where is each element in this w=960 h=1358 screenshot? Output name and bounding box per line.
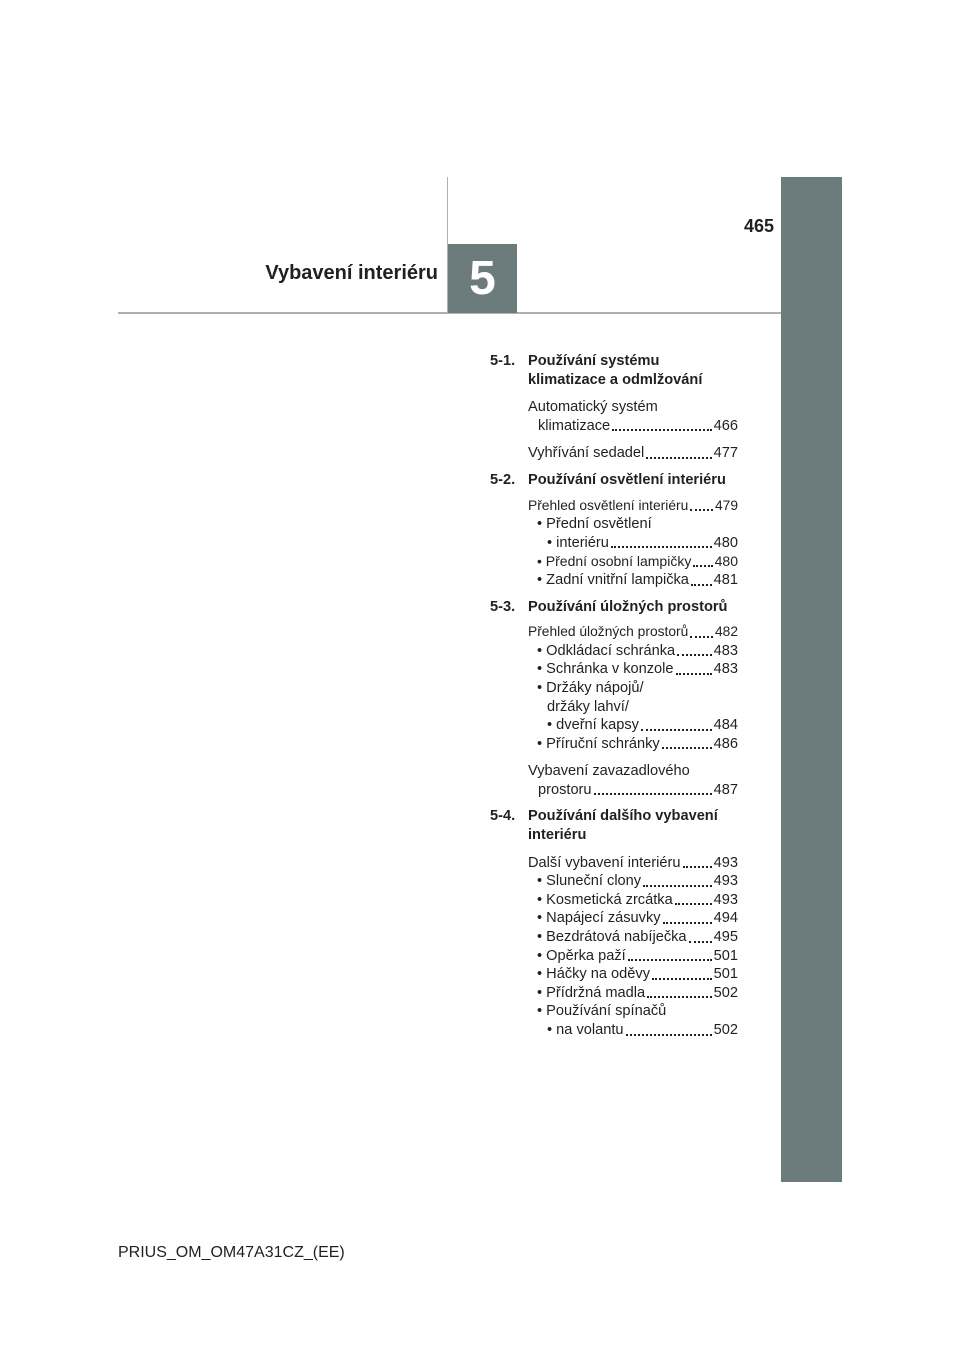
entry-page: 494	[713, 910, 738, 927]
toc-entry[interactable]	[528, 762, 738, 799]
toc-bullet-entry[interactable]	[537, 679, 738, 735]
entry-title: Přehled osvětlení interiéru	[528, 497, 689, 513]
entry-title: • interiéru	[547, 534, 609, 553]
entry-page: 486	[713, 735, 738, 752]
entry-title: prostoru	[538, 781, 592, 798]
entry-page: 477	[713, 445, 738, 462]
toc-entry[interactable]	[528, 623, 738, 642]
entry-title: • Schránka v konzole	[537, 660, 674, 679]
entry-title: Vyhřívání sedadel	[528, 445, 645, 462]
entry-page: 466	[713, 417, 738, 434]
entry-title: Další vybavení interiéru	[528, 854, 681, 871]
entry-title: Přehled úložných prostorů	[528, 624, 689, 640]
footer-document-code: PRIUS_OM_OM47A31CZ_(EE)	[118, 1244, 345, 1261]
page-number: 465	[743, 216, 774, 236]
chapter-title: Vybavení interiéru	[265, 262, 438, 284]
toc-bullet-entry[interactable]	[537, 965, 738, 984]
toc-section-5-4[interactable]	[486, 807, 738, 844]
toc-bullet-entry[interactable]	[537, 947, 738, 966]
entry-page: 483	[713, 642, 738, 659]
entry-page: 501	[713, 947, 738, 964]
entry-page: 493	[713, 854, 738, 871]
entry-title: • Kosmetická zrcátka	[537, 891, 673, 910]
entry-title: • Bezdrátová nabíječka	[537, 928, 687, 947]
toc-entry[interactable]	[528, 497, 738, 516]
toc-bullet-entry[interactable]	[537, 735, 738, 754]
section-number: 5-4.	[490, 808, 516, 825]
toc-entry[interactable]	[528, 444, 738, 463]
entry-title: Automatický systém	[528, 399, 658, 416]
entry-title: Vybavení zavazadlového	[528, 763, 690, 780]
toc-section-5-3[interactable]	[486, 598, 738, 617]
toc-section-5-2[interactable]	[486, 471, 738, 490]
entry-page: 480	[714, 553, 738, 570]
toc-bullet-entry[interactable]	[537, 552, 738, 571]
chapter-number-box: 5	[448, 244, 517, 313]
section-number: 5-1.	[490, 353, 516, 369]
entry-title: • Přední osobní lampičky	[537, 552, 691, 571]
toc-bullet-entry[interactable]	[537, 515, 738, 552]
toc-bullet-entry[interactable]	[537, 660, 738, 679]
section-title-line: Používání osvětlení interiéru	[528, 471, 726, 488]
toc-bullet-entry[interactable]	[537, 1002, 738, 1039]
entry-page: 502	[713, 984, 738, 1001]
entry-title: • Příruční schránky	[537, 735, 660, 754]
entry-page: 493	[713, 891, 738, 908]
entry-page: 484	[713, 717, 738, 734]
entry-title: • Napájecí zásuvky	[537, 909, 661, 928]
section-title-line: Používání dalšího vybavení	[528, 808, 718, 825]
entry-page: 501	[713, 966, 738, 983]
entry-title: • Zadní vnitřní lampička	[537, 571, 689, 590]
section-title-line: interiéru	[528, 827, 587, 844]
toc-bullet-entry[interactable]	[537, 571, 738, 590]
entry-title: klimatizace	[538, 417, 611, 434]
toc-entry[interactable]	[528, 854, 738, 873]
toc-section-5-1[interactable]	[486, 352, 738, 389]
entry-title: • Opěrka paží	[537, 947, 626, 966]
entry-title: • Sluneční clony	[537, 872, 641, 891]
entry-title: • Držáky nápojů/	[537, 679, 738, 698]
section-title-line: klimatizace a odmlžování	[528, 371, 703, 388]
section-number: 5-2.	[490, 471, 516, 488]
entry-page: 493	[713, 873, 738, 890]
entry-title: • Háčky na oděvy	[537, 965, 650, 984]
entry-page: 487	[713, 781, 738, 798]
section-title-line: Používání úložných prostorů	[528, 598, 728, 615]
toc-bullet-entry[interactable]	[537, 928, 738, 947]
toc-bullet-entry[interactable]	[537, 642, 738, 661]
toc-bullet-entry[interactable]	[537, 872, 738, 891]
entry-page: 482	[714, 624, 738, 640]
entry-page: 495	[713, 929, 738, 946]
table-of-contents	[486, 352, 738, 1040]
toc-bullet-entry[interactable]	[537, 909, 738, 928]
section-title-line: Používání systému	[528, 353, 660, 369]
entry-title: • Používání spínačů	[537, 1002, 738, 1021]
toc-bullet-entry[interactable]	[537, 984, 738, 1003]
entry-title: držáky lahví/	[547, 698, 629, 715]
section-number: 5-3.	[490, 598, 516, 615]
entry-page: 481	[713, 571, 738, 588]
toc-entry[interactable]	[528, 398, 738, 435]
entry-title: • Přední osvětlení	[537, 515, 738, 534]
entry-title: • Přídržná madla	[537, 984, 645, 1003]
entry-title: • dveřní kapsy	[547, 716, 639, 735]
toc-bullet-entry[interactable]	[537, 891, 738, 910]
entry-page: 483	[713, 661, 738, 678]
chapter-side-tab	[781, 177, 842, 1182]
entry-title: • na volantu	[547, 1021, 624, 1040]
entry-page: 480	[713, 534, 738, 551]
entry-title: • Odkládací schránka	[537, 642, 675, 661]
entry-page: 502	[713, 1022, 738, 1038]
entry-page: 479	[714, 497, 738, 513]
